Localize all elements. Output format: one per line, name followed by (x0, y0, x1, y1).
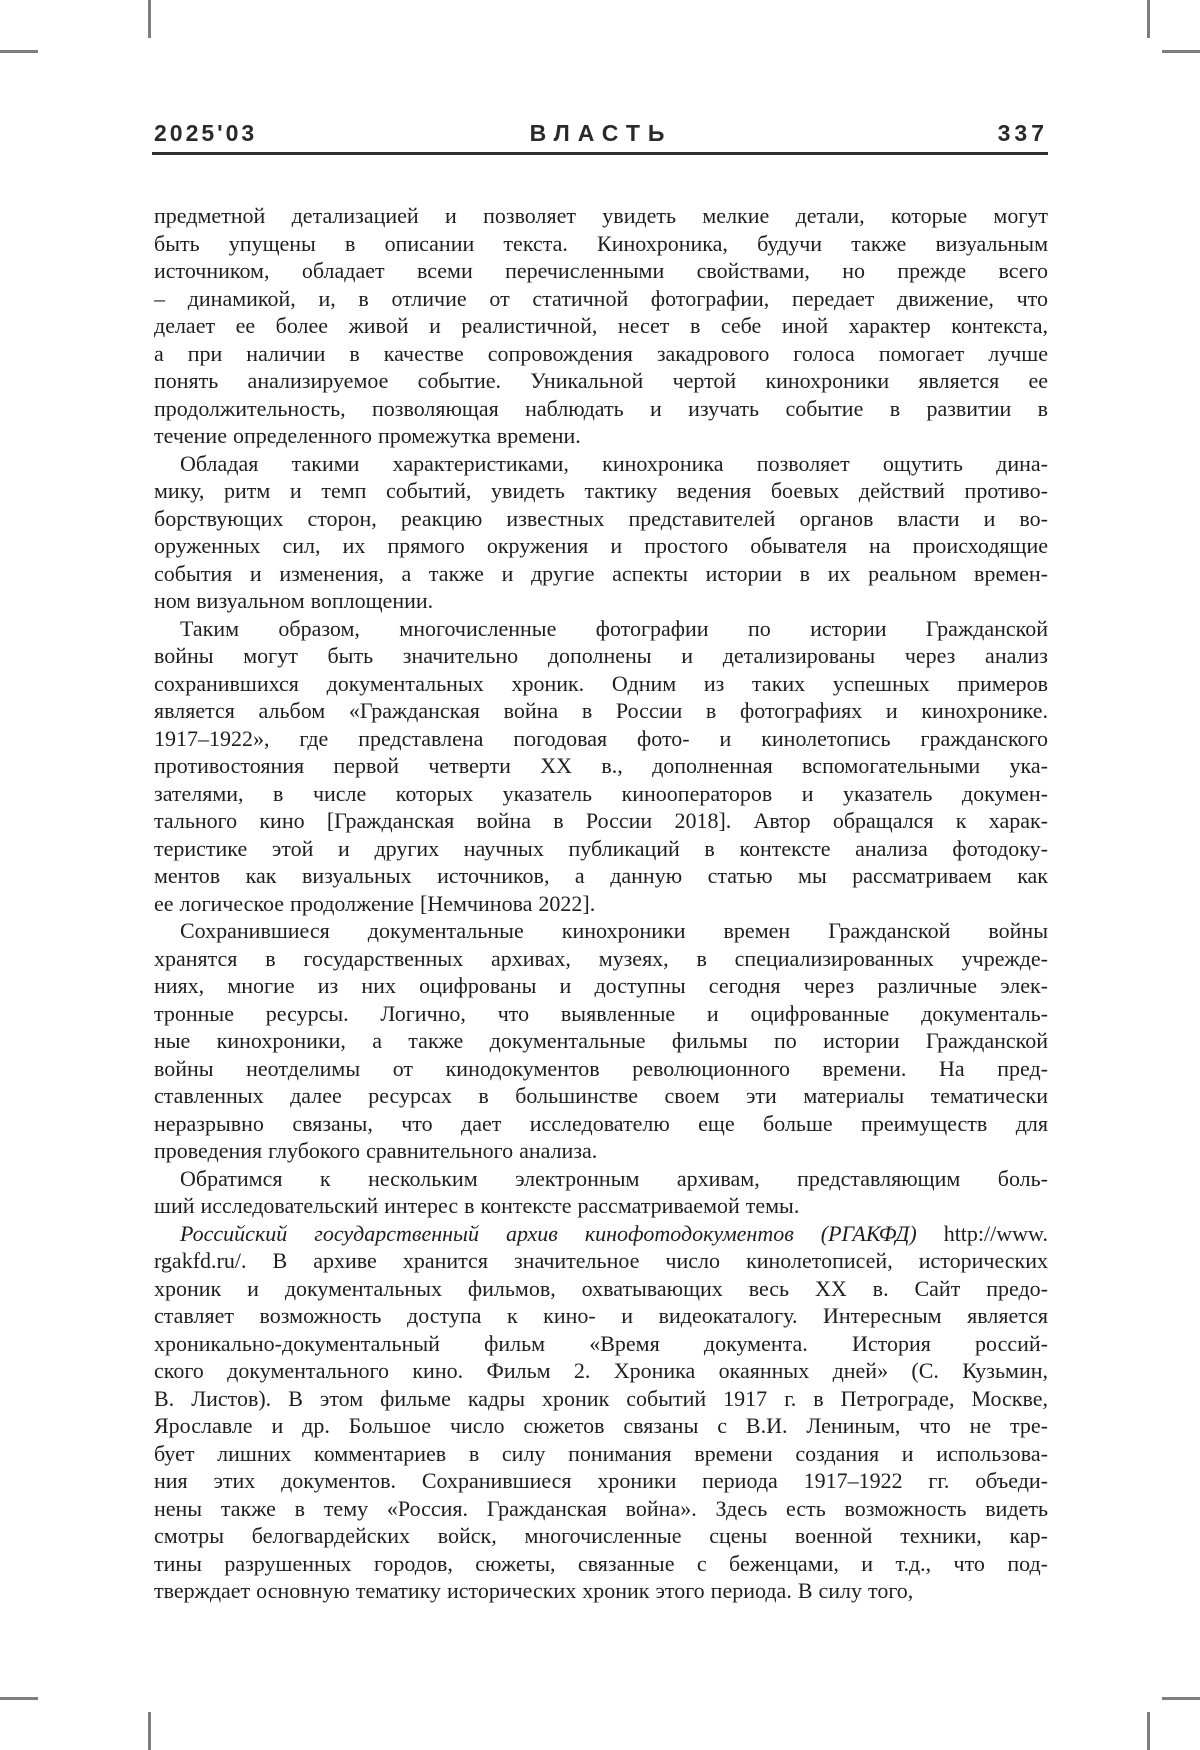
crop-mark-top-right-horizontal (1162, 50, 1200, 53)
text-line: хроник и документальных фильмов, охватывающих весь XX в. Сайт предо- (154, 1275, 1048, 1301)
text-line: Обладая такими характеристиками, кинохроника позволяет ощутить дина- (180, 450, 1048, 476)
crop-mark-bottom-right-horizontal (1162, 1697, 1200, 1700)
text-line: хроникально-документальный фильм «Время документа. История россий- (154, 1330, 1048, 1356)
text-line: неразрывно связаны, что дает исследователю еще больше преимуществ для (154, 1110, 1048, 1136)
text-line: ном визуальном воплощении. (154, 588, 434, 613)
text-line: 1917–1922», где представлена погодовая фото- и кинолетопись гражданского (154, 725, 1048, 751)
text-line: тального кино [Гражданская война в России 2018]. Автор обращался к харак- (154, 808, 1048, 833)
text-line: Сохранившиеся документальные кинохроники времен Гражданской войны (180, 918, 1048, 943)
text-line: ные кинохроники, а также документальные фильмы по истории Гражданской (154, 1028, 1048, 1053)
paragraph (154, 917, 1048, 1165)
text-line: мику, ритм и темп событий, увидеть тактику ведения боевых действий противо- (154, 478, 1048, 503)
paragraph (154, 1220, 1048, 1605)
text-line: – динамикой, и, в отличие от статичной фотографии, передает движение, что (154, 285, 1048, 311)
text-line: а при наличии в качестве сопровождения закадрового голоса помогает лучше (154, 340, 1048, 366)
header-rule (152, 152, 1048, 155)
archive-name-italic: Российский государственный архив кинофотодокументов (РГАКФД) (180, 1220, 917, 1246)
crop-mark-top-right-vertical (1147, 0, 1150, 38)
paragraph (154, 450, 1048, 615)
text-line: войны могут быть значительно дополнены и детализированы через анализ (154, 643, 1048, 668)
text-line: тронные ресурсы. Логично, что выявленные и оцифрованные документаль- (154, 1000, 1048, 1026)
text-line: бует лишних комментариев в силу понимания времени создания и использова- (154, 1440, 1048, 1466)
text-line: ший исследовательский интерес в контексте рассматриваемой темы. (154, 1193, 800, 1218)
paragraph (154, 615, 1048, 918)
text-line: ниях, многие из них оцифрованы и доступны сегодня через различные элек- (154, 973, 1048, 998)
text-line: теристике этой и других научных публикаций в контексте анализа фотодоку- (154, 835, 1048, 861)
text-line: источником, обладает всеми перечисленными свойствами, но прежде всего (154, 258, 1048, 283)
text-line (154, 1220, 1048, 1248)
text-line: хранятся в государственных архивах, музеях, в специализированных учрежде- (154, 945, 1048, 971)
text-line: делает ее более живой и реалистичной, несет в себе иной характер контекста, (154, 313, 1048, 338)
text-line: является альбом «Гражданская война в России в фотографиях и кинохронике. (154, 698, 1048, 723)
running-header (154, 120, 1048, 147)
text-line: быть упущены в описании текста. Кинохроника, будучи также визуальным (154, 230, 1048, 256)
page-number: 337 (997, 120, 1048, 146)
crop-mark-bottom-left-horizontal (0, 1697, 38, 1700)
text-line: ее логическое продолжение [Немчинова 2022]. (154, 890, 596, 916)
text-line: В. Листов). В этом фильме кадры хроник событий 1917 г. в Петрограде, Москве, (154, 1385, 1048, 1411)
journal-title: ВЛАСТЬ (529, 120, 673, 146)
article-body (154, 202, 1048, 1605)
text-line: проведения глубокого сравнительного анализа. (154, 1138, 598, 1163)
text-line: нены также в тему «Россия. Гражданская война». Здесь есть возможность видеть (154, 1495, 1048, 1521)
crop-mark-bottom-left-vertical (148, 1712, 151, 1750)
text-line: Обратимся к нескольким электронным архивам, представляющим боль- (180, 1165, 1048, 1191)
text-line: течение определенного промежутка времени. (154, 423, 581, 448)
text-line: оруженных сил, их прямого окружения и простого обывателя на происходящие (154, 533, 1048, 558)
text-line: rgakfd.ru/. В архиве хранится значительное число кинолетописей, исторических (154, 1248, 1048, 1273)
text-line: ния этих документов. Сохранившиеся хроники периода 1917–1922 гг. объеди- (154, 1468, 1048, 1493)
text-line: ского документального кино. Фильм 2. Хроника окаянных дней» (С. Кузьмин, (154, 1358, 1048, 1383)
text-line: войны неотделимы от кинодокументов революционного времени. На пред- (154, 1055, 1048, 1081)
text-line: зателями, в числе которых указатель кинооператоров и указатель докумен- (154, 780, 1048, 806)
text-line: смотры белогвардейских войск, многочисленные сцены военной техники, кар- (154, 1523, 1048, 1548)
crop-mark-top-left-vertical (148, 0, 151, 38)
text-line: ставляет возможность доступа к кино- и видеокаталогу. Интересным является (154, 1303, 1048, 1328)
text-line: сохранившихся документальных хроник. Одним из таких успешных примеров (154, 670, 1048, 696)
text-line: Таким образом, многочисленные фотографии по истории Гражданской (180, 615, 1048, 641)
text-line: тверждает основную тематику исторических хроник этого периода. В силу того, (154, 1578, 914, 1603)
text-line: понять анализируемое событие. Уникальной чертой кинохроники является ее (154, 368, 1048, 393)
text-line: борствующих сторон, реакцию известных представителей органов власти и во- (154, 505, 1048, 531)
paragraph (154, 1165, 1048, 1220)
crop-mark-top-left-horizontal (0, 50, 38, 53)
text-line: ставленных далее ресурсах в большинстве своем эти материалы тематически (154, 1083, 1048, 1108)
crop-mark-bottom-right-vertical (1147, 1712, 1150, 1750)
archive-url-start: http://www. (916, 1220, 1048, 1246)
text-line: противостояния первой четверти XX в., дополненная вспомогательными ука- (154, 753, 1048, 778)
journal-issue: 2025'03 (154, 120, 258, 146)
text-line: тины разрушенных городов, сюжеты, связанные с беженцами, и т.д., что под- (154, 1550, 1048, 1576)
paragraph (154, 202, 1048, 450)
text-line: предметной детализацией и позволяет увидеть мелкие детали, которые могут (154, 203, 1048, 228)
text-line: ментов как визуальных источников, а данную статью мы рассматриваем как (154, 863, 1048, 888)
text-line: события и изменения, а также и другие аспекты истории в их реальном времен- (154, 560, 1048, 586)
text-line: Ярославле и др. Большое число сюжетов связаны с В.И. Лениным, что не тре- (154, 1413, 1048, 1438)
text-line: продолжительность, позволяющая наблюдать и изучать событие в развитии в (154, 395, 1048, 421)
